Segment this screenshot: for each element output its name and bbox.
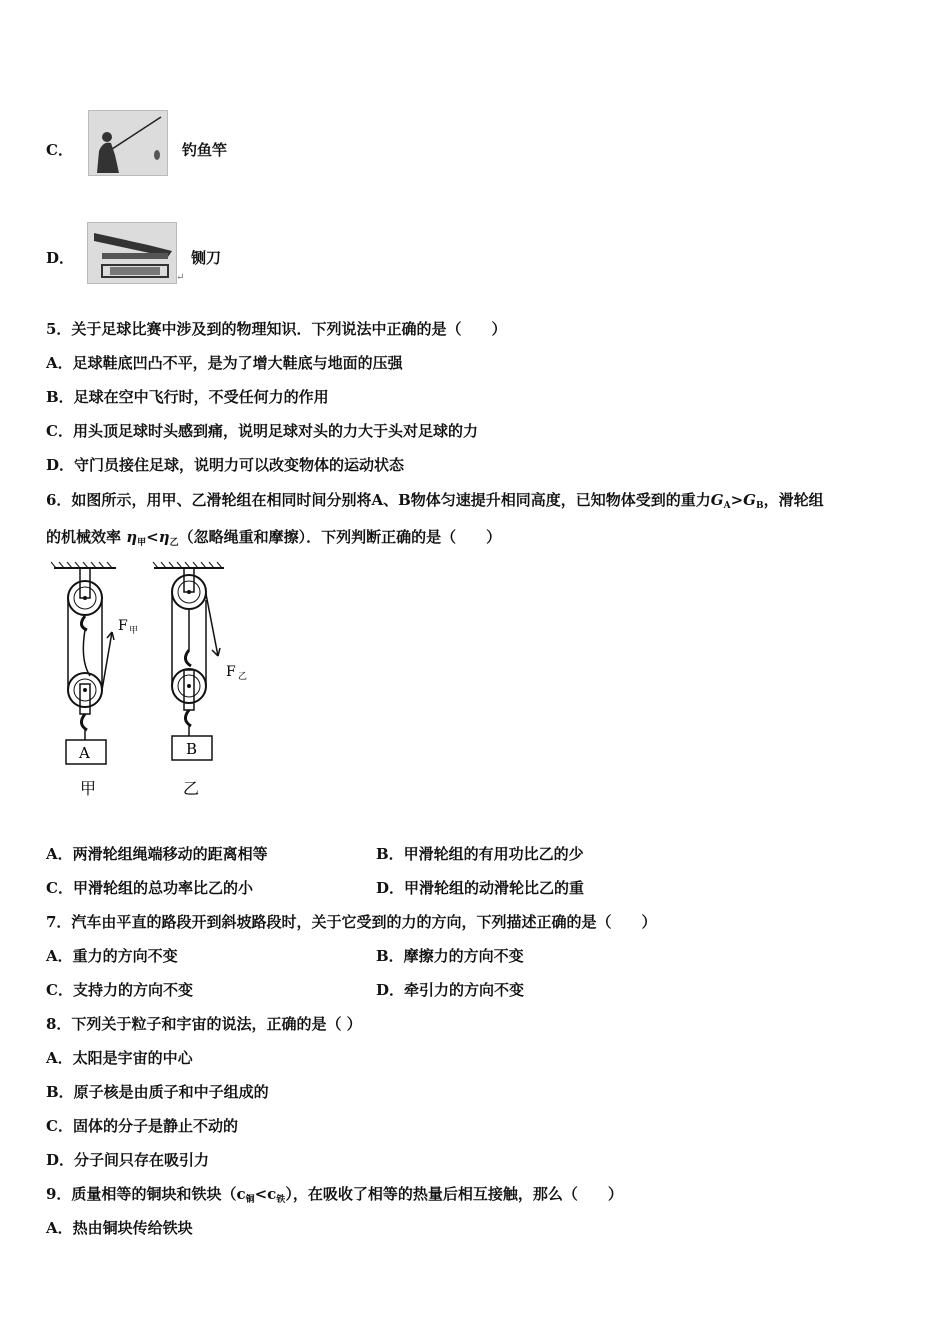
- q5-option-c: C．用头顶足球时头感到痛，说明足球对头的力大于头对足球的力: [46, 422, 478, 440]
- q6-option-c: C．甲滑轮组的总功率比乙的小: [46, 879, 253, 897]
- block-a-label: A: [79, 744, 90, 762]
- eta-sub-yi: 乙: [169, 538, 179, 548]
- q5-option-b: B．足球在空中飞行时，不受任何力的作用: [46, 388, 329, 406]
- fixed-pulley-yi: [172, 568, 206, 609]
- force-jia-sub: 甲: [129, 626, 139, 636]
- caption-jia: 甲: [80, 779, 97, 798]
- g-symbol-b: G: [743, 491, 756, 509]
- force-jia-f: F: [118, 618, 128, 634]
- block-b-label: B: [186, 740, 198, 758]
- force-yi-sub: 乙: [238, 672, 248, 682]
- q6-stem-part2: ，滑轮组: [763, 491, 824, 509]
- q9-mid: <c: [254, 1185, 277, 1203]
- q4-option-c-text: 钓鱼竿: [182, 141, 228, 159]
- caption-yi: 乙: [183, 779, 200, 798]
- eta-sub-jia: 甲: [137, 538, 147, 548]
- q7-option-a: A．重力的方向不变: [46, 947, 178, 965]
- q7-option-d: D．牵引力的方向不变: [376, 981, 525, 999]
- q5-stem: 5．关于足球比赛中涉及到的物理知识．下列说法中正确的是（ ）: [46, 320, 507, 338]
- lt-sign: <: [146, 528, 159, 546]
- c-sub-tie: 铁: [276, 1195, 286, 1205]
- force-jia-label: [118, 618, 138, 636]
- ceiling-jia: [51, 562, 116, 568]
- eta-yi: η: [158, 528, 170, 546]
- q6-option-b: B．甲滑轮组的有用功比乙的少: [376, 845, 584, 863]
- fishing-rod-image: [88, 110, 168, 176]
- q8-option-b: B．原子核是由质子和中子组成的: [46, 1083, 269, 1101]
- q8-stem: 8．下列关于粒子和宇宙的说法，正确的是（ ）: [46, 1015, 362, 1033]
- q8-option-c: C．固体的分子是静止不动的: [46, 1117, 238, 1135]
- q4-option-d-label: D．: [46, 249, 75, 267]
- q6-stem-line2-a: 的机械效率: [46, 528, 122, 546]
- gt-sign: >: [730, 491, 744, 509]
- g-sub-a: A: [723, 501, 731, 511]
- return-mark: ↵: [176, 272, 185, 283]
- q9-stem: [46, 1184, 623, 1210]
- pulley-figure: [40, 560, 280, 810]
- ceiling-yi: [153, 562, 224, 568]
- q6-stem-line2: [46, 527, 501, 553]
- g-symbol-a: G: [710, 491, 724, 509]
- c-sub-tong: 铜: [245, 1195, 255, 1205]
- q6-stem-part1: 6．如图所示，用甲、乙滑轮组在相同时间分别将A、B物体匀速提升相同高度，已知物体受到的重力: [46, 491, 711, 509]
- q7-option-b: B．摩擦力的方向不变: [376, 947, 524, 965]
- hay-cutter-image: [87, 222, 177, 284]
- q9-stem-a: 9．质量相等的铜块和铁块（c: [46, 1185, 246, 1203]
- q5-option-d: D．守门员接住足球，说明力可以改变物体的运动状态: [46, 456, 405, 474]
- q9-option-a: A．热由铜块传给铁块: [46, 1219, 193, 1237]
- q7-option-c: C．支持力的方向不变: [46, 981, 193, 999]
- q6-stem-line2-b: （忽略绳重和摩擦）．下列判断正确的是（ ）: [178, 528, 502, 546]
- moving-pulley-jia: [68, 673, 102, 740]
- q4-option-c-label: C．: [46, 141, 73, 159]
- eta-jia: η: [126, 528, 138, 546]
- force-yi-label: [226, 664, 247, 682]
- q8-option-d: D．分子间只存在吸引力: [46, 1151, 210, 1169]
- q8-option-a: A．太阳是宇宙的中心: [46, 1049, 193, 1067]
- fixed-pulley-jia: [68, 568, 102, 630]
- g-sub-b: B: [755, 501, 764, 511]
- q9-stem-b: ），在吸收了相等的热量后相互接触，那么（ ）: [285, 1185, 623, 1203]
- q6-option-d: D．甲滑轮组的动滑轮比乙的重: [376, 879, 585, 897]
- q7-stem: 7．汽车由平直的路段开到斜坡路段时，关于它受到的力的方向，下列描述正确的是（ ）: [46, 913, 657, 931]
- moving-pulley-yi: [172, 650, 206, 736]
- q6-stem-line1: [46, 490, 824, 516]
- force-yi-f: F: [226, 664, 236, 680]
- q4-option-d-text: 铡刀: [191, 249, 222, 267]
- q5-option-a: A．足球鞋底凹凸不平，是为了增大鞋底与地面的压强: [46, 354, 403, 372]
- q6-option-a: A．两滑轮组绳端移动的距离相等: [46, 845, 268, 863]
